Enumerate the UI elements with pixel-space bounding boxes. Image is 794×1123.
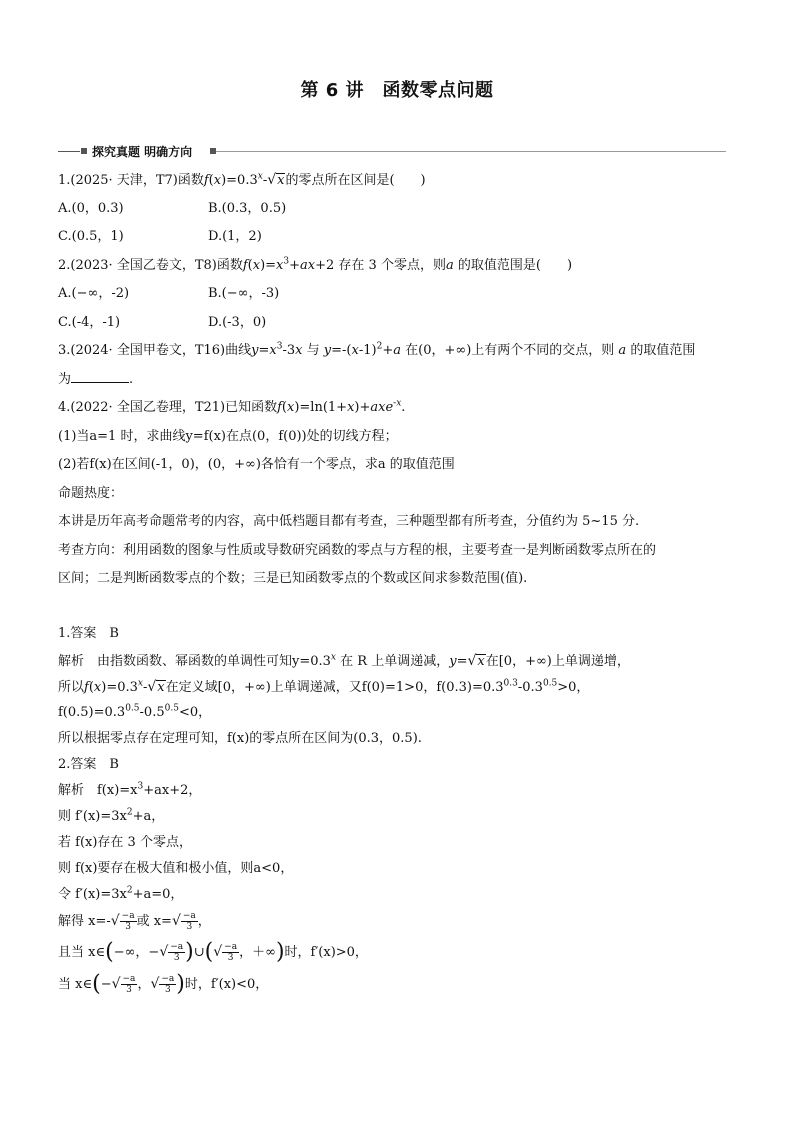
q3-stem-line1: 3.(2024· 全国甲卷文，T16)曲线$y=x^3-3x$ 与 $y=-(x-1)^2+a$ 在(0，+∞)上有两个不同的交点，则 a 的取值范围 <box>58 341 696 358</box>
q1-option-b: B.(0.3，0.5) <box>208 200 287 216</box>
q2-stem: 2.(2023· 全国乙卷文，T8)函数$f(x)=x^3+ax+2$ 存在 3 个零点，则a 的取值范围是( ) <box>58 256 573 273</box>
fraction: $\frac{-a}{3}$ <box>122 974 136 995</box>
answers <box>58 624 738 1006</box>
questions <box>58 170 738 598</box>
q4-part2: (2)若f(x)在区间(-1，0)，(0，+∞)各恰有一个零点，求a 的取值范围 <box>58 457 455 472</box>
ans2-line8: 当 x∈(−√ $\frac{-a}{3}$ ，√ $\frac{-a}{3}$ )时，f′(x)<0， <box>58 971 269 997</box>
fraction: $\frac{-a}{3}$ <box>182 911 196 932</box>
ans1-head: 1.答案 B <box>58 626 119 641</box>
q1-stem: 1.(2025· 天津，T7)函数$f(x)=0.3^x-√x$的零点所在区间是( ) <box>58 171 426 188</box>
ans2-line7: 且当 x∈(−∞，−√ $\frac{-a}{3}$ )∪(√ $\frac{-a}{3}$ ，＋∞)时，f′(x)>0， <box>58 939 368 965</box>
fraction: $\frac{-a}{3}$ <box>224 942 238 963</box>
section-header <box>58 144 726 160</box>
ans2-head: 2.答案 B <box>58 757 119 772</box>
ans1-line1: 解析 由指数函数、幂函数的单调性可知$y=0.3^x$ 在 R 上单调递减，y=√x在[0，+∞)上单调递增， <box>58 652 630 669</box>
direction-line2: 区间；二是判断函数零点的个数；三是已知函数零点的个数或区间求参数范围(值). <box>58 571 528 586</box>
ans1-line2: 所以$f(x)=0.3^x-√x$在定义域[0，+∞)上单调递减，又f(0)=1>0，$f(0.3)=0.3^{0.3}-0.3^{0.5}>0$， <box>58 678 590 695</box>
ans2-line4: 则 f(x)要存在极大值和极小值，则a<0， <box>58 861 294 876</box>
header-line-right <box>216 151 726 152</box>
q4-stem: 4.(2022· 全国乙卷理，T21)已知函数f(x)=ln(1+x)+axe$^{-x}$. <box>58 398 406 415</box>
q2-options-row2 <box>58 313 738 342</box>
ans2-line5: 令 $f'(x)=3x^2+a=0$， <box>58 885 184 902</box>
q4-part1: (1)当a=1 时，求曲线y=f(x)在点(0，f(0))处的切线方程； <box>58 428 398 444</box>
ans2-line1: 解析 $f(x)=x^3+ax+2$， <box>58 781 202 798</box>
q2-option-a: A.(−∞，-2) <box>58 286 130 301</box>
heat-text: 本讲是历年高考命题常考的内容，高中低档题目都有考查，三种题型都有所考查，分值约为 5~15 分. <box>58 514 640 529</box>
q2-option-c: C.(-4，-1) <box>58 314 121 330</box>
q1-options-row2 <box>58 227 738 256</box>
header-dot-left <box>81 148 87 154</box>
q1-options-row1 <box>58 199 738 228</box>
q2-option-b: B.(−∞，-3) <box>208 286 280 301</box>
q3-stem-line2: 为 . <box>58 371 134 387</box>
ans1-line3: $f(0.5)=0.3^{0.5}-0.5^{0.5}<0$， <box>58 703 212 720</box>
q1-option-a: A.(0，0.3) <box>58 200 124 216</box>
ans2-line3: 若 f(x)存在 3 个零点， <box>58 835 192 850</box>
fraction: $\frac{-a}{3}$ <box>121 911 135 932</box>
direction-line1: 考查方向：利用函数的图象与性质或导数研究函数的零点与方程的根，主要考查一是判断函数零点所在的 <box>58 542 657 558</box>
fraction: $\frac{-a}{3}$ <box>161 974 175 995</box>
q2-options-row1 <box>58 284 738 313</box>
ans2-line6: 解得 x=-√ $\frac{-a}{3}$ 或 x=√ $\frac{-a}{3}$ ， <box>58 911 211 932</box>
header-line-left <box>58 151 80 152</box>
ans2-line2: 则 $f'(x)=3x^2+a$， <box>58 807 165 824</box>
q1-option-c: C.(0.5，1) <box>58 229 124 244</box>
heat-label: 命题热度： <box>58 485 124 501</box>
q2-option-d: D.(-3，0) <box>208 314 267 330</box>
ans1-line4: 所以根据零点存在定理可知，f(x)的零点所在区间为(0.3，0.5). <box>58 731 422 746</box>
answer-blank <box>71 370 129 383</box>
section-label: 探究真题 明确方向 <box>88 144 196 160</box>
page-title: 第 6 讲 函数零点问题 <box>300 80 494 101</box>
q1-option-d: D.(1，2) <box>208 229 262 244</box>
fraction: $\frac{-a}{3}$ <box>170 942 184 963</box>
